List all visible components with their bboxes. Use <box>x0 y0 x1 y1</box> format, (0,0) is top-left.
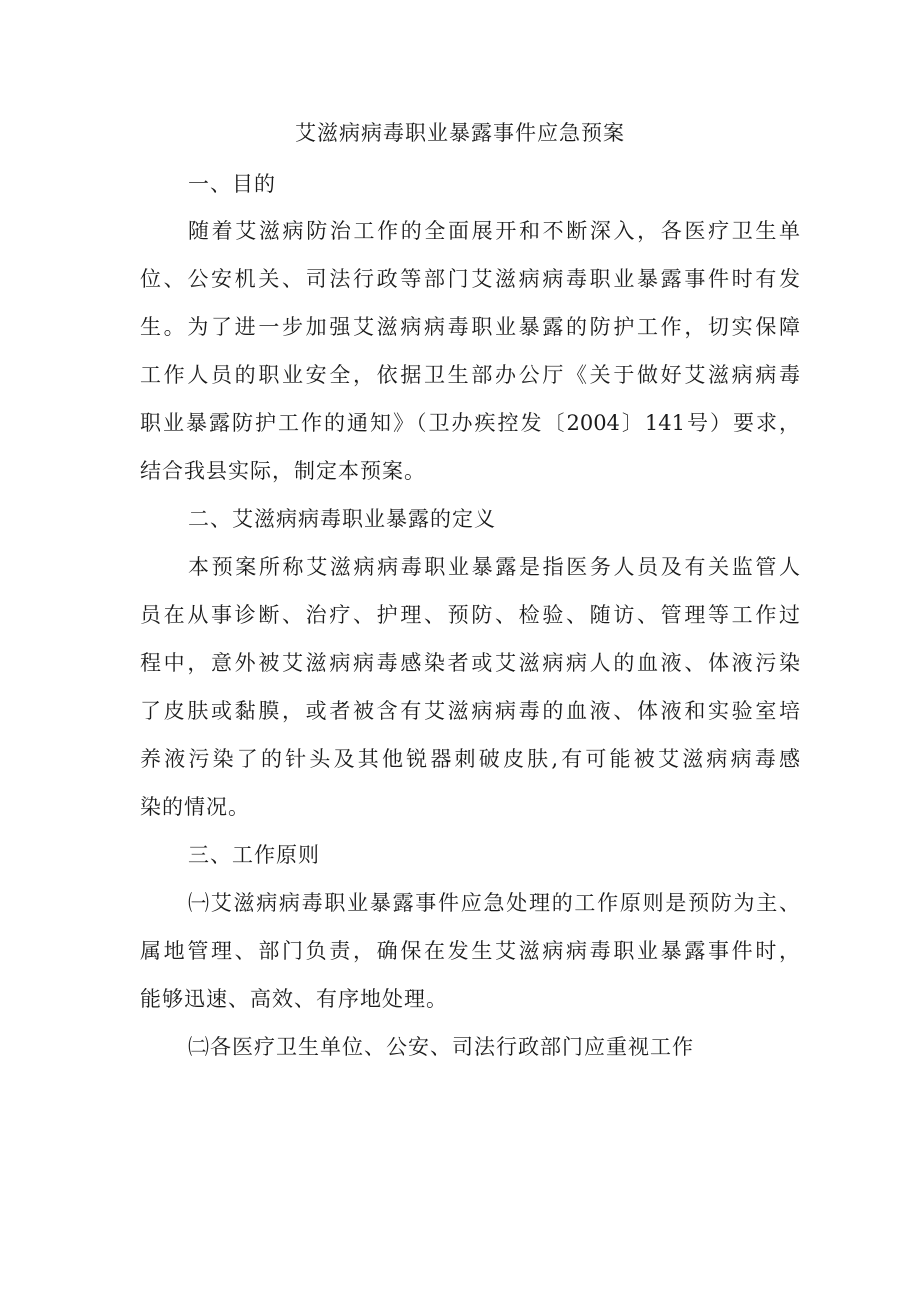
paragraph-line: 染的情况。 <box>140 795 250 819</box>
paragraph-line: 属地管理、部门负责，确保在发生艾滋病病毒职业暴露事件时， <box>140 939 800 963</box>
paragraph-line: 能够迅速、高效、有序地处理。 <box>140 987 448 1011</box>
section-heading-definition: 二、艾滋病病毒职业暴露的定义 <box>188 507 496 531</box>
paragraph-line: 位、公安机关、司法行政等部门艾滋病病毒职业暴露事件时有发 <box>140 267 800 291</box>
paragraph-line: 职业暴露防护工作的通知》（卫办疾控发〔2004〕141号）要求， <box>140 411 800 435</box>
paragraph-line: 员在从事诊断、治疗、护理、预防、检验、随访、管理等工作过 <box>140 603 800 627</box>
paragraph-line: 生。为了进一步加强艾滋病病毒职业暴露的防护工作，切实保障 <box>140 315 800 339</box>
document-title: 艾滋病病毒职业暴露事件应急预案 <box>295 121 625 145</box>
section-heading-principles: 三、工作原则 <box>188 843 320 867</box>
paragraph-line: 结合我县实际，制定本预案。 <box>140 459 426 483</box>
paragraph-line: ㈡各医疗卫生单位、公安、司法行政部门应重视工作 <box>188 1035 694 1059</box>
paragraph-line: 程中，意外被艾滋病病毒感染者或艾滋病病人的血液、体液污染 <box>140 651 800 675</box>
paragraph-line: 养液污染了的针头及其他锐器刺破皮肤,有可能被艾滋病病毒感 <box>140 747 800 771</box>
paragraph-line: 工作人员的职业安全，依据卫生部办公厅《关于做好艾滋病病毒 <box>140 363 800 387</box>
paragraph-line: 本预案所称艾滋病病毒职业暴露是指医务人员及有关监管人 <box>188 555 800 579</box>
paragraph-line: 了皮肤或黏膜，或者被含有艾滋病病毒的血液、体液和实验室培 <box>140 699 800 723</box>
paragraph-line: ㈠艾滋病病毒职业暴露事件应急处理的工作原则是预防为主、 <box>188 891 800 915</box>
paragraph-line: 随着艾滋病防治工作的全面展开和不断深入，各医疗卫生单 <box>188 219 800 243</box>
section-heading-purpose: 一、目的 <box>188 172 276 196</box>
